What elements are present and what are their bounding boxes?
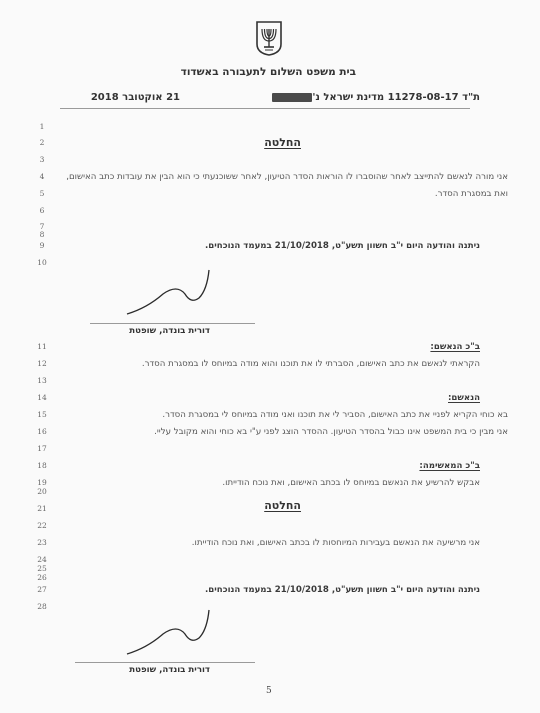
judge-signature <box>125 268 215 320</box>
speaker-heading: ב"כ הנאשם: <box>430 342 480 352</box>
line-number: 9 <box>39 241 45 250</box>
line-number: 12 <box>37 359 47 368</box>
line-number: 27 <box>37 585 47 594</box>
given-statement: ניתנה והודעה היום י"ב חשוון תשע"ט, 21/10/2018 במעמד הנוכחים. <box>205 585 480 595</box>
judge-name: דורית בונדה, שופטת <box>129 326 210 336</box>
decision-title: החלטה <box>264 136 301 149</box>
line-number: 23 <box>37 538 47 547</box>
hearing-date: 21 אוקטובר 2018 <box>90 92 180 103</box>
page-number: 5 <box>266 686 272 696</box>
header-divider <box>60 108 470 109</box>
case-number <box>268 92 480 103</box>
line-number: 6 <box>39 206 45 215</box>
line-number: 21 <box>37 504 47 513</box>
decision-paragraph: ואת במסגרת הסדר. <box>434 189 508 199</box>
judge-name: דורית בונדה, שופטת <box>129 665 210 675</box>
line-number: 28 <box>37 602 47 611</box>
line-number: 17 <box>37 444 47 453</box>
line-number: 11 <box>37 342 47 351</box>
line-number: 3 <box>39 155 45 164</box>
decision-paragraph: אני מרשיעה את הנאשם בעבירות המיוחסות לו בכתב האישום, ואת נוכח הודייתו. <box>191 538 480 548</box>
line-number: 22 <box>37 521 47 530</box>
speaker-text: אבקש להרשיע את הנאשם במיוחס לו בכתב האישום, ואת נוכח הודייתו. <box>222 478 480 488</box>
line-number: 13 <box>37 376 47 385</box>
speaker-text: בא כוחי הקריא לפניי את כתב האישום, הסביר לי את תוכנו ואני מודה במיוחס לי במסגרת הסדר. <box>162 410 508 420</box>
court-name: בית משפט השלום לתעבורה באשדוד <box>180 66 356 78</box>
judge-signature <box>125 608 215 660</box>
given-statement: ניתנה והודעה היום י"ב חשוון תשע"ט, 21/10/2018 במעמד הנוכחים. <box>205 241 480 251</box>
state-emblem-icon <box>254 20 284 56</box>
line-number: 14 <box>37 393 47 402</box>
line-number: 16 <box>37 427 47 436</box>
line-number: 18 <box>37 461 47 470</box>
line-number: 7 <box>39 222 45 231</box>
speaker-heading: ב"כ המאשימה: <box>419 461 480 471</box>
line-number: 25 <box>37 564 47 573</box>
line-number: 20 <box>37 487 47 496</box>
line-number: 15 <box>37 410 47 419</box>
speaker-text: הקראתי לנאשם את כתב האישום, הסברתי לו את תוכנו והוא מודה במיוחס לו במסגרת הסדר. <box>141 359 480 369</box>
decision-title: החלטה <box>264 499 301 512</box>
redacted-name <box>272 93 312 102</box>
line-number: 8 <box>39 230 45 239</box>
line-number: 19 <box>37 478 47 487</box>
line-number: 24 <box>37 555 47 564</box>
speaker-heading: הנאשם: <box>448 393 480 403</box>
line-number: 26 <box>37 573 47 582</box>
line-number: 2 <box>39 138 45 147</box>
line-number: 10 <box>37 258 47 267</box>
case-label: ת"ד 11278-08-17 מדינת ישראל נ' <box>312 92 480 103</box>
signature-line <box>75 662 255 663</box>
speaker-text: אני מבין כי בית המשפט אינו כבול בהסדר הטיעון. ההסדר הוצג לפני ע"י בא כוחי והוא מקובל עליי. <box>154 427 508 437</box>
line-number: 1 <box>39 122 45 131</box>
line-number: 5 <box>39 189 45 198</box>
decision-paragraph: אני מורה לנאשם להתייצב לאחר שהוסברו לו הוראות הסדר הטיעון, לאחר ששוכנעתי כי הוא הבין את עובדות כתב האישום, <box>66 172 508 182</box>
line-number: 4 <box>39 172 45 181</box>
signature-line <box>90 323 255 324</box>
